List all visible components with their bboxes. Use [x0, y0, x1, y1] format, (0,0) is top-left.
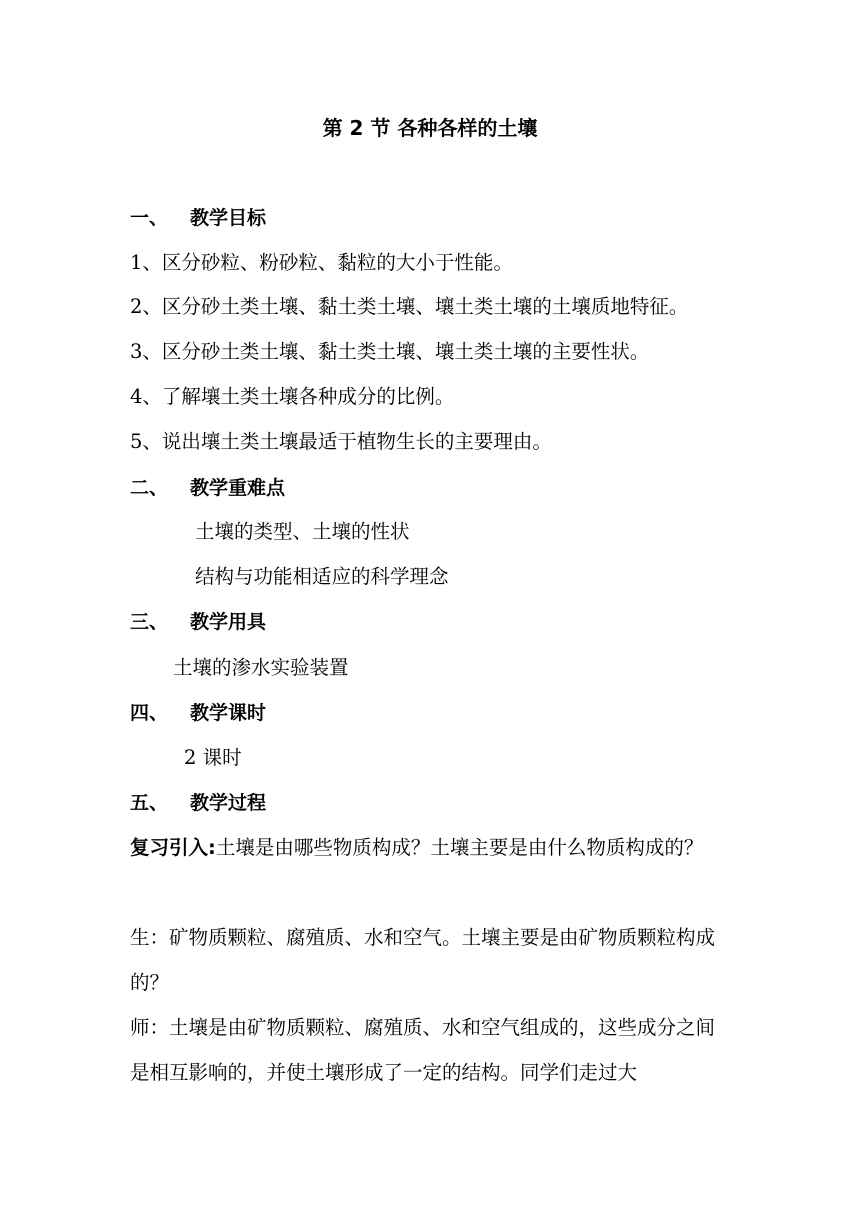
student-answer: 生：矿物质颗粒、腐殖质、水和空气。土壤主要是由矿物质颗粒构成的？: [130, 926, 716, 994]
section-title: 教学重难点: [190, 477, 286, 499]
section-heading-objectives: [130, 204, 266, 232]
objective-item: 2、区分砂土类土壤、黏土类土壤、壤土类土壤的土壤质地特征。: [130, 295, 689, 318]
section-number: 三、: [130, 611, 169, 633]
teacher-explanation: 师：土壤是由矿物质颗粒、腐殖质、水和空气组成的，这些成分之间是相互影响的，并使土壤形成了一定的结构。同学们走过大: [130, 1016, 716, 1084]
objective-item: 5、说出壤土类土壤最适于植物生长的主要理由。: [130, 430, 552, 453]
objective-item: 4、了解壤土类土壤各种成分的比例。: [130, 385, 455, 408]
section-title: 教学目标: [190, 207, 267, 229]
section-title: 教学过程: [190, 792, 267, 814]
tools-text: 土壤的渗水实验装置: [173, 656, 349, 679]
intro-text: 土壤是由哪些物质构成？土壤主要是由什么物质构成的？: [215, 836, 704, 859]
intro-label: 复习引入:: [130, 836, 216, 859]
section-heading-tools: [130, 608, 266, 636]
section-number: 四、: [130, 702, 169, 724]
section-heading-process: [130, 789, 266, 817]
section-title: 教学用具: [190, 611, 267, 633]
objective-item: 1、区分砂粒、粉砂粒、黏粒的大小于性能。: [130, 251, 513, 274]
hours-text: 2 课时: [184, 746, 242, 769]
page-title: 第 2 节 各种各样的土壤: [322, 116, 538, 140]
section-number: 一、: [130, 207, 169, 229]
process-intro: [130, 826, 734, 871]
key-point-item: 土壤的类型、土壤的性状: [195, 520, 410, 543]
section-heading-hours: [130, 699, 266, 727]
section-title: 教学课时: [190, 702, 267, 724]
section-heading-key-points: [130, 474, 285, 502]
section-number: 五、: [130, 792, 169, 814]
section-number: 二、: [130, 477, 169, 499]
objective-item: 3、区分砂土类土壤、黏土类土壤、壤土类土壤的主要性状。: [130, 340, 650, 363]
key-point-item: 结构与功能相适应的科学理念: [195, 565, 449, 588]
